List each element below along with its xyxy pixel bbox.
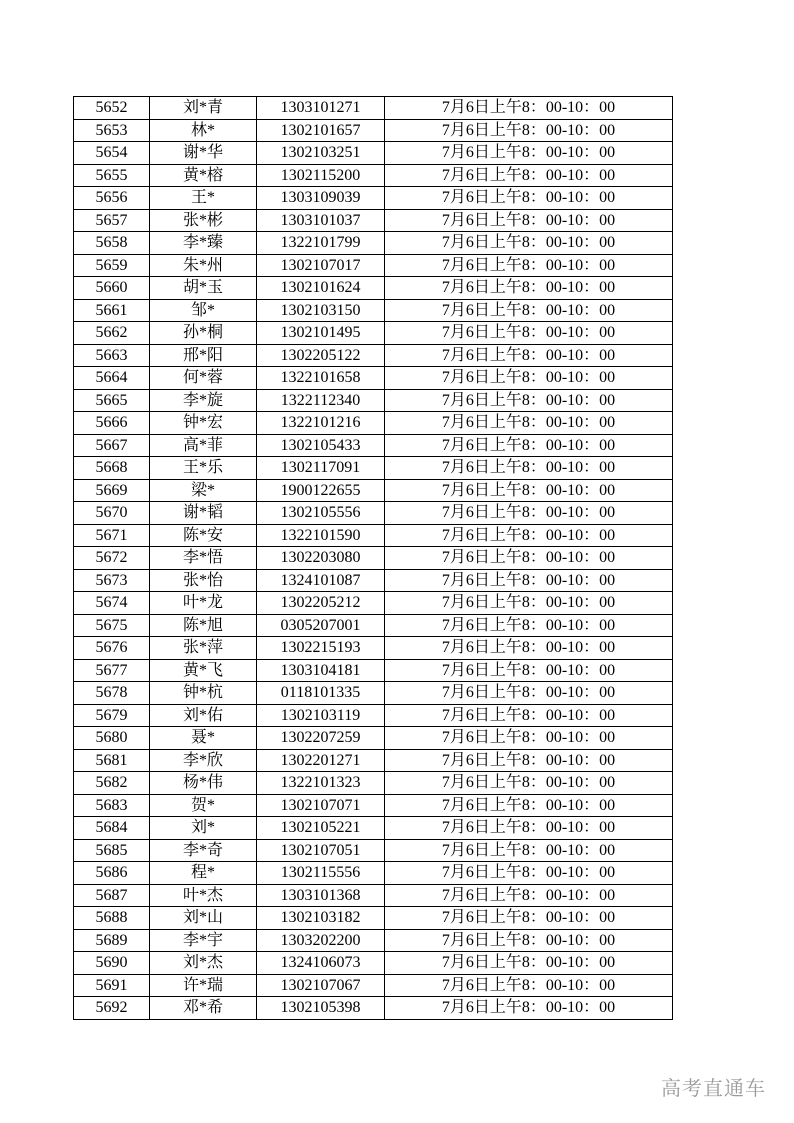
table-row <box>74 277 673 300</box>
table-row <box>74 164 673 187</box>
serial-number-cell: 5680 <box>74 727 150 750</box>
serial-number-cell: 5673 <box>74 569 150 592</box>
table-row <box>74 547 673 570</box>
table-row <box>74 749 673 772</box>
exam-id-cell: 1322101323 <box>257 772 385 795</box>
table-row <box>74 142 673 165</box>
table-row <box>74 97 673 120</box>
name-cell: 钟*宏 <box>150 412 257 435</box>
name-cell: 朱*州 <box>150 254 257 277</box>
exam-id-cell: 1322101590 <box>257 524 385 547</box>
exam-id-cell: 1324106073 <box>257 952 385 975</box>
serial-number-cell: 5655 <box>74 164 150 187</box>
serial-number-cell: 5667 <box>74 434 150 457</box>
serial-number-cell: 5674 <box>74 592 150 615</box>
name-cell: 陈*旭 <box>150 614 257 637</box>
table-row <box>74 974 673 997</box>
table-row <box>74 727 673 750</box>
exam-time-cell: 7月6日上午8：00-10：00 <box>385 254 673 277</box>
name-cell: 程* <box>150 862 257 885</box>
exam-id-cell: 1303101037 <box>257 209 385 232</box>
name-cell: 叶*龙 <box>150 592 257 615</box>
exam-id-cell: 0118101335 <box>257 682 385 705</box>
table-row <box>74 682 673 705</box>
name-cell: 高*菲 <box>150 434 257 457</box>
exam-time-cell: 7月6日上午8：00-10：00 <box>385 997 673 1020</box>
serial-number-cell: 5691 <box>74 974 150 997</box>
name-cell: 谢*华 <box>150 142 257 165</box>
exam-id-cell: 1303104181 <box>257 659 385 682</box>
exam-id-cell: 1303109039 <box>257 187 385 210</box>
serial-number-cell: 5657 <box>74 209 150 232</box>
exam-time-cell: 7月6日上午8：00-10：00 <box>385 659 673 682</box>
name-cell: 李*悟 <box>150 547 257 570</box>
table-row <box>74 299 673 322</box>
serial-number-cell: 5671 <box>74 524 150 547</box>
serial-number-cell: 5689 <box>74 929 150 952</box>
name-cell: 孙*桐 <box>150 322 257 345</box>
exam-time-cell: 7月6日上午8：00-10：00 <box>385 817 673 840</box>
exam-time-cell: 7月6日上午8：00-10：00 <box>385 884 673 907</box>
table-row <box>74 434 673 457</box>
exam-id-cell: 1302115200 <box>257 164 385 187</box>
serial-number-cell: 5688 <box>74 907 150 930</box>
exam-time-cell: 7月6日上午8：00-10：00 <box>385 704 673 727</box>
exam-time-cell: 7月6日上午8：00-10：00 <box>385 322 673 345</box>
table-row <box>74 367 673 390</box>
serial-number-cell: 5669 <box>74 479 150 502</box>
table-row <box>74 592 673 615</box>
table-row <box>74 794 673 817</box>
exam-time-cell: 7月6日上午8：00-10：00 <box>385 952 673 975</box>
name-cell: 何*蓉 <box>150 367 257 390</box>
exam-time-cell: 7月6日上午8：00-10：00 <box>385 772 673 795</box>
serial-number-cell: 5663 <box>74 344 150 367</box>
table-row <box>74 952 673 975</box>
name-cell: 王* <box>150 187 257 210</box>
table-row <box>74 524 673 547</box>
exam-id-cell: 1322101658 <box>257 367 385 390</box>
exam-time-cell: 7月6日上午8：00-10：00 <box>385 164 673 187</box>
serial-number-cell: 5679 <box>74 704 150 727</box>
exam-time-cell: 7月6日上午8：00-10：00 <box>385 119 673 142</box>
exam-time-cell: 7月6日上午8：00-10：00 <box>385 277 673 300</box>
table-row <box>74 884 673 907</box>
name-cell: 胡*玉 <box>150 277 257 300</box>
table-row <box>74 614 673 637</box>
serial-number-cell: 5677 <box>74 659 150 682</box>
exam-time-cell: 7月6日上午8：00-10：00 <box>385 907 673 930</box>
table-row <box>74 502 673 525</box>
exam-time-cell: 7月6日上午8：00-10：00 <box>385 209 673 232</box>
exam-id-cell: 1324101087 <box>257 569 385 592</box>
exam-time-cell: 7月6日上午8：00-10：00 <box>385 97 673 120</box>
name-cell: 张*萍 <box>150 637 257 660</box>
exam-id-cell: 1303101368 <box>257 884 385 907</box>
table-row <box>74 344 673 367</box>
exam-time-cell: 7月6日上午8：00-10：00 <box>385 592 673 615</box>
exam-id-cell: 1303202200 <box>257 929 385 952</box>
name-cell: 王*乐 <box>150 457 257 480</box>
exam-time-cell: 7月6日上午8：00-10：00 <box>385 412 673 435</box>
exam-time-cell: 7月6日上午8：00-10：00 <box>385 232 673 255</box>
exam-id-cell: 1322101799 <box>257 232 385 255</box>
name-cell: 李*欣 <box>150 749 257 772</box>
table-row <box>74 929 673 952</box>
name-cell: 邹* <box>150 299 257 322</box>
exam-id-cell: 1302103150 <box>257 299 385 322</box>
exam-id-cell: 0305207001 <box>257 614 385 637</box>
exam-id-cell: 1302103251 <box>257 142 385 165</box>
table-row <box>74 254 673 277</box>
name-cell: 聂* <box>150 727 257 750</box>
exam-time-cell: 7月6日上午8：00-10：00 <box>385 637 673 660</box>
serial-number-cell: 5685 <box>74 839 150 862</box>
exam-id-cell: 1302101495 <box>257 322 385 345</box>
table-row <box>74 232 673 255</box>
table-row <box>74 907 673 930</box>
watermark-text: 高考直通车 <box>661 1076 766 1100</box>
exam-time-cell: 7月6日上午8：00-10：00 <box>385 794 673 817</box>
serial-number-cell: 5653 <box>74 119 150 142</box>
serial-number-cell: 5690 <box>74 952 150 975</box>
name-cell: 钟*杭 <box>150 682 257 705</box>
name-cell: 邓*希 <box>150 997 257 1020</box>
serial-number-cell: 5681 <box>74 749 150 772</box>
name-cell: 张*彬 <box>150 209 257 232</box>
exam-time-cell: 7月6日上午8：00-10：00 <box>385 547 673 570</box>
name-cell: 林* <box>150 119 257 142</box>
exam-id-cell: 1302105221 <box>257 817 385 840</box>
table-row <box>74 389 673 412</box>
name-cell: 张*怡 <box>150 569 257 592</box>
name-cell: 黄*飞 <box>150 659 257 682</box>
table-row <box>74 457 673 480</box>
exam-time-cell: 7月6日上午8：00-10：00 <box>385 839 673 862</box>
table-row <box>74 569 673 592</box>
exam-time-cell: 7月6日上午8：00-10：00 <box>385 457 673 480</box>
name-cell: 刘*山 <box>150 907 257 930</box>
exam-id-cell: 1302105556 <box>257 502 385 525</box>
table-row <box>74 839 673 862</box>
serial-number-cell: 5670 <box>74 502 150 525</box>
exam-time-cell: 7月6日上午8：00-10：00 <box>385 502 673 525</box>
table-row <box>74 187 673 210</box>
exam-time-cell: 7月6日上午8：00-10：00 <box>385 344 673 367</box>
name-cell: 黄*榕 <box>150 164 257 187</box>
exam-time-cell: 7月6日上午8：00-10：00 <box>385 929 673 952</box>
table-row <box>74 412 673 435</box>
roster-table <box>73 96 673 1020</box>
exam-id-cell: 1302207259 <box>257 727 385 750</box>
table-row <box>74 997 673 1020</box>
exam-time-cell: 7月6日上午8：00-10：00 <box>385 524 673 547</box>
serial-number-cell: 5684 <box>74 817 150 840</box>
exam-id-cell: 1302215193 <box>257 637 385 660</box>
name-cell: 许*瑞 <box>150 974 257 997</box>
exam-id-cell: 1302101657 <box>257 119 385 142</box>
serial-number-cell: 5687 <box>74 884 150 907</box>
exam-time-cell: 7月6日上午8：00-10：00 <box>385 187 673 210</box>
table-row <box>74 772 673 795</box>
exam-id-cell: 1302201271 <box>257 749 385 772</box>
table-row <box>74 322 673 345</box>
name-cell: 李*宇 <box>150 929 257 952</box>
exam-id-cell: 1322101216 <box>257 412 385 435</box>
table-row <box>74 659 673 682</box>
serial-number-cell: 5672 <box>74 547 150 570</box>
exam-id-cell: 1302115556 <box>257 862 385 885</box>
name-cell: 刘*佑 <box>150 704 257 727</box>
table-row <box>74 817 673 840</box>
serial-number-cell: 5666 <box>74 412 150 435</box>
table-row <box>74 862 673 885</box>
exam-time-cell: 7月6日上午8：00-10：00 <box>385 389 673 412</box>
exam-id-cell: 1900122655 <box>257 479 385 502</box>
exam-id-cell: 1302103182 <box>257 907 385 930</box>
serial-number-cell: 5682 <box>74 772 150 795</box>
serial-number-cell: 5683 <box>74 794 150 817</box>
table-row <box>74 637 673 660</box>
exam-id-cell: 1302105433 <box>257 434 385 457</box>
name-cell: 李*奇 <box>150 839 257 862</box>
exam-id-cell: 1302205212 <box>257 592 385 615</box>
table-row <box>74 704 673 727</box>
exam-time-cell: 7月6日上午8：00-10：00 <box>385 434 673 457</box>
serial-number-cell: 5678 <box>74 682 150 705</box>
exam-time-cell: 7月6日上午8：00-10：00 <box>385 569 673 592</box>
table-row <box>74 479 673 502</box>
name-cell: 刘* <box>150 817 257 840</box>
serial-number-cell: 5658 <box>74 232 150 255</box>
serial-number-cell: 5686 <box>74 862 150 885</box>
exam-time-cell: 7月6日上午8：00-10：00 <box>385 299 673 322</box>
name-cell: 刘*杰 <box>150 952 257 975</box>
exam-time-cell: 7月6日上午8：00-10：00 <box>385 682 673 705</box>
serial-number-cell: 5656 <box>74 187 150 210</box>
exam-id-cell: 1322112340 <box>257 389 385 412</box>
exam-time-cell: 7月6日上午8：00-10：00 <box>385 367 673 390</box>
name-cell: 李*旋 <box>150 389 257 412</box>
serial-number-cell: 5665 <box>74 389 150 412</box>
exam-id-cell: 1302107071 <box>257 794 385 817</box>
exam-id-cell: 1302203080 <box>257 547 385 570</box>
name-cell: 贺* <box>150 794 257 817</box>
table-row <box>74 119 673 142</box>
name-cell: 刘*青 <box>150 97 257 120</box>
exam-id-cell: 1302107067 <box>257 974 385 997</box>
exam-id-cell: 1302107051 <box>257 839 385 862</box>
exam-id-cell: 1302117091 <box>257 457 385 480</box>
name-cell: 谢*韬 <box>150 502 257 525</box>
exam-time-cell: 7月6日上午8：00-10：00 <box>385 614 673 637</box>
serial-number-cell: 5662 <box>74 322 150 345</box>
exam-id-cell: 1302105398 <box>257 997 385 1020</box>
exam-time-cell: 7月6日上午8：00-10：00 <box>385 974 673 997</box>
roster-body <box>74 97 673 1020</box>
serial-number-cell: 5675 <box>74 614 150 637</box>
exam-id-cell: 1302101624 <box>257 277 385 300</box>
name-cell: 梁* <box>150 479 257 502</box>
name-cell: 陈*安 <box>150 524 257 547</box>
exam-time-cell: 7月6日上午8：00-10：00 <box>385 142 673 165</box>
exam-time-cell: 7月6日上午8：00-10：00 <box>385 727 673 750</box>
exam-id-cell: 1302107017 <box>257 254 385 277</box>
serial-number-cell: 5660 <box>74 277 150 300</box>
name-cell: 李*臻 <box>150 232 257 255</box>
serial-number-cell: 5661 <box>74 299 150 322</box>
serial-number-cell: 5652 <box>74 97 150 120</box>
serial-number-cell: 5654 <box>74 142 150 165</box>
exam-id-cell: 1303101271 <box>257 97 385 120</box>
serial-number-cell: 5676 <box>74 637 150 660</box>
exam-time-cell: 7月6日上午8：00-10：00 <box>385 862 673 885</box>
serial-number-cell: 5692 <box>74 997 150 1020</box>
exam-id-cell: 1302103119 <box>257 704 385 727</box>
exam-time-cell: 7月6日上午8：00-10：00 <box>385 479 673 502</box>
exam-time-cell: 7月6日上午8：00-10：00 <box>385 749 673 772</box>
serial-number-cell: 5668 <box>74 457 150 480</box>
exam-id-cell: 1302205122 <box>257 344 385 367</box>
name-cell: 杨*伟 <box>150 772 257 795</box>
table-row <box>74 209 673 232</box>
name-cell: 叶*杰 <box>150 884 257 907</box>
serial-number-cell: 5659 <box>74 254 150 277</box>
serial-number-cell: 5664 <box>74 367 150 390</box>
name-cell: 邢*阳 <box>150 344 257 367</box>
